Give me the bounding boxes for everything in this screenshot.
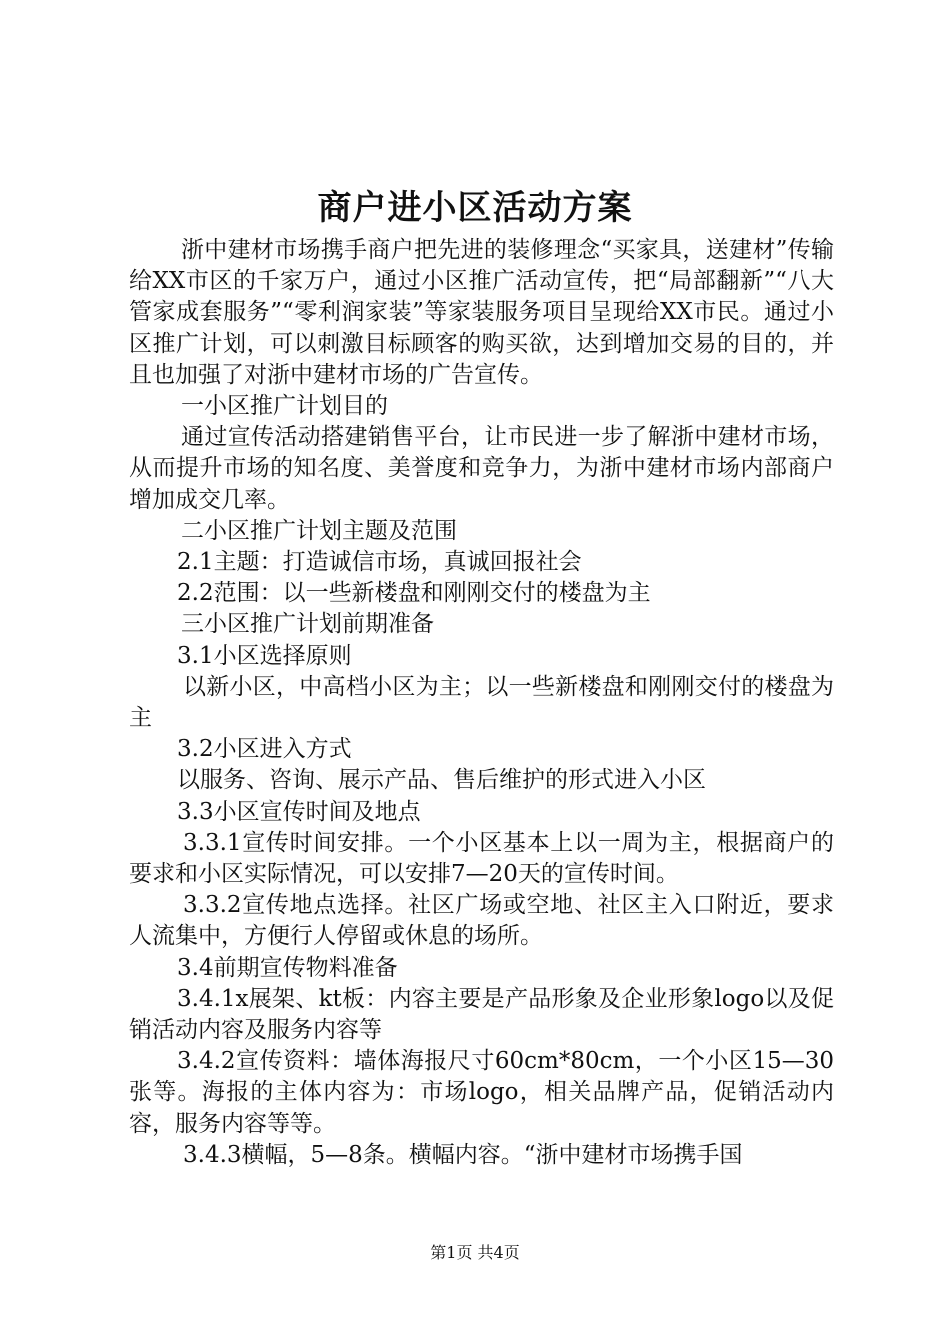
document-body — [129, 235, 834, 1171]
heading-section-2: 二小区推广计划主题及范围 — [181, 517, 457, 544]
page-footer: 第1页 共4页 — [430, 1243, 520, 1262]
item-3-3: 3.3小区宣传时间及地点 — [177, 798, 421, 825]
item-3-4: 3.4前期宣传物料准备 — [177, 954, 398, 981]
paragraph-section-1: 通过宣传活动搭建销售平台，让市民进一步了解浙中建材市场，从而提升市场的知名度、美誉度和竞争力，为浙中建材市场内部商户增加成交几率。 — [129, 424, 834, 513]
paragraph-3-2: 以服务、咨询、展示产品、售后维护的形式进入小区 — [177, 767, 706, 794]
heading-section-1: 一小区推广计划目的 — [181, 393, 388, 420]
item-2-1: 2.1主题：打造诚信市场，真诚回报社会 — [177, 549, 582, 576]
item-3-2: 3.2小区进入方式 — [177, 736, 352, 763]
paragraph-intro: 浙中建材市场携手商户把先进的装修理念“买家具，送建材”传输给XX市区的千家万户，通过小区推广活动宣传，把“局部翻新”“八大管家成套服务”“零利润家装”等家装服务项目呈现给XX市民。通过小区推广计划，可以刺激目标顾客的购买欲，达到增加交易的目的，并且也加强了对浙中建材市场的广告宣传。 — [129, 237, 834, 388]
item-3-4-3: 3.4.3横幅，5—8条。横幅内容。“浙中建材市场携手国 — [183, 1141, 743, 1168]
item-3-4-1: 3.4.1x展架、kt板：内容主要是产品形象及企业形象logo以及促销活动内容及服务内容等 — [129, 985, 834, 1044]
item-3-1: 3.1小区选择原则 — [177, 642, 352, 669]
item-3-3-2: 3.3.2宣传地点选择。社区广场或空地、社区主入口附近，要求人流集中，方便行人停留或休息的场所。 — [129, 892, 834, 950]
paragraph-3-1: 以新小区，中高档小区为主；以一些新楼盘和刚刚交付的楼盘为主 — [129, 673, 834, 732]
item-3-4-2: 3.4.2宣传资料：墙体海报尺寸60cm*80cm，一个小区15—30张等。海报的主体内容为：市场logo，相关品牌产品，促销活动内容，服务内容等等。 — [129, 1048, 834, 1137]
item-3-3-1: 3.3.1宣传时间安排。一个小区基本上以一周为主，根据商户的要求和小区实际情况，可以安排7—20天的宣传时间。 — [129, 829, 834, 888]
document-title: 商户进小区活动方案 — [317, 188, 633, 228]
item-2-2: 2.2范围：以一些新楼盘和刚刚交付的楼盘为主 — [177, 580, 651, 607]
heading-section-3: 三小区推广计划前期准备 — [181, 611, 434, 638]
